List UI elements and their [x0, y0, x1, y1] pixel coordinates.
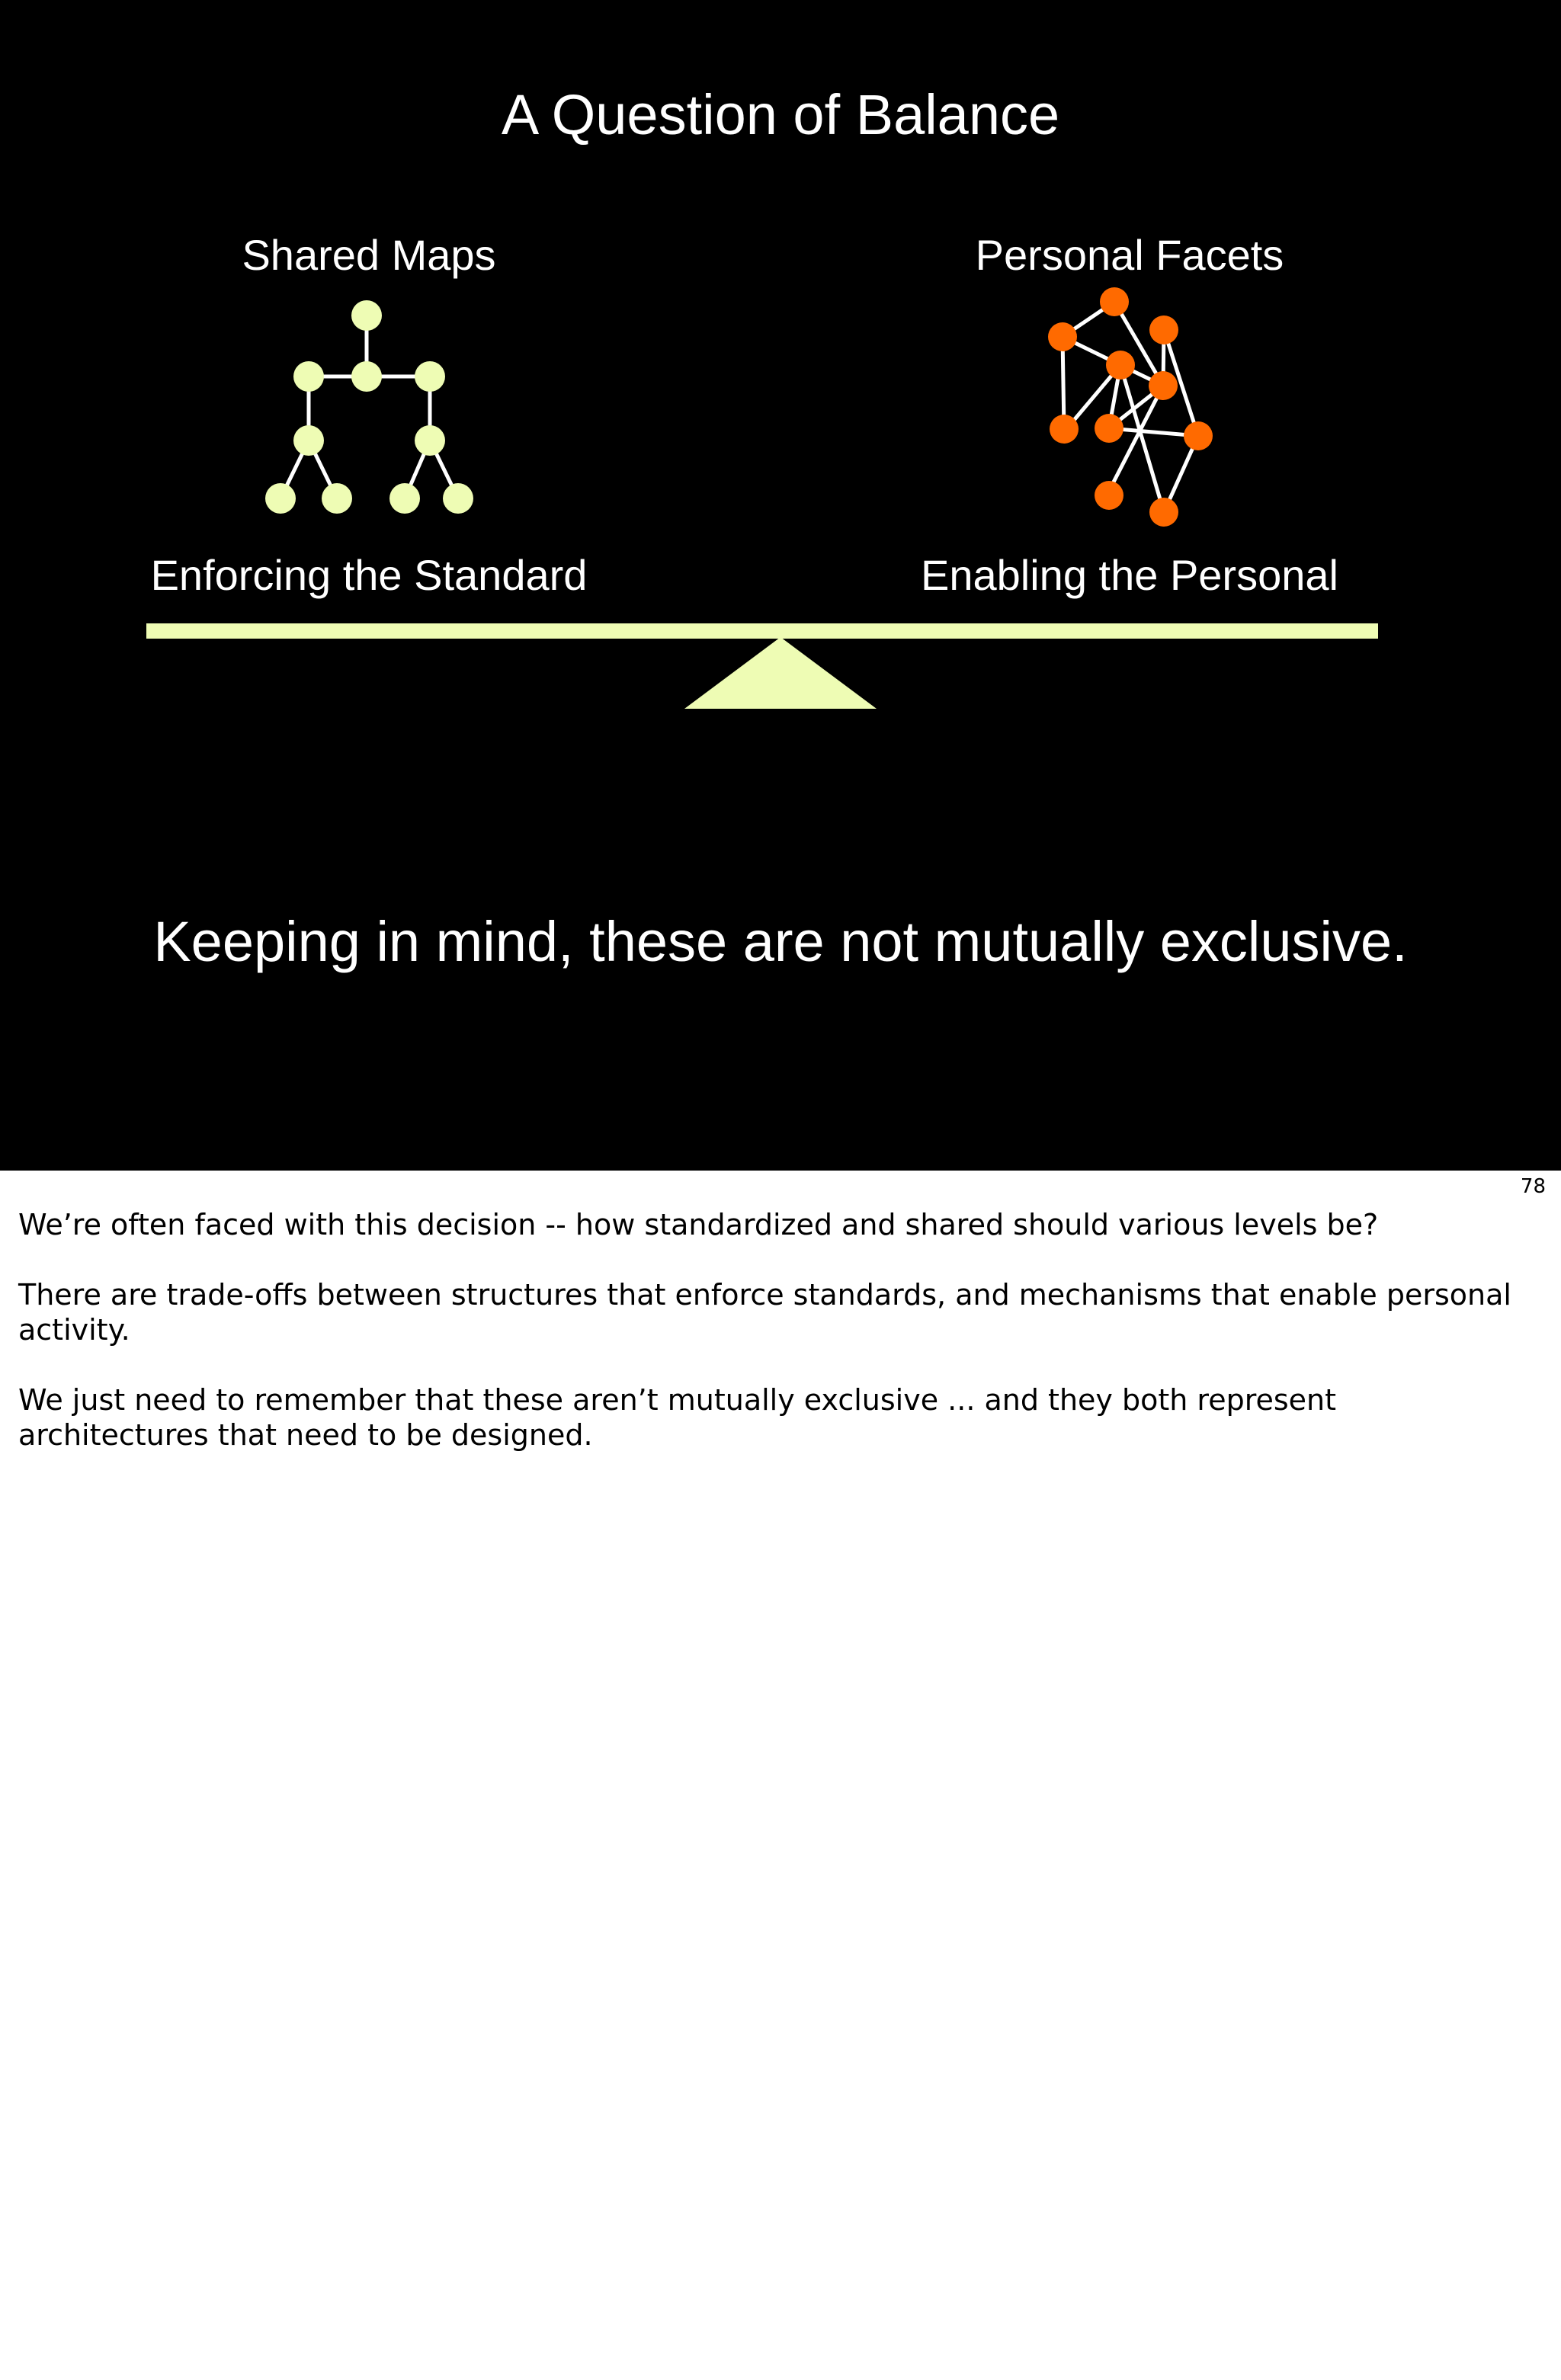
notes-paragraph: We just need to remember that these aren’t mutually exclusive ... and they both represent architectures that need to be designed.: [18, 1383, 1337, 1452]
seesaw-balance-icon: [146, 623, 1378, 709]
enforcing-standard-caption: Enforcing the Standard: [150, 551, 588, 599]
page-number: 78: [1520, 1175, 1546, 1198]
enabling-personal-caption: Enabling the Personal: [921, 551, 1338, 599]
slide: [0, 0, 1561, 1171]
notes-paragraph: We’re often faced with this decision -- how standardized and shared should various levels be?: [18, 1208, 1379, 1241]
shared-maps-heading: Shared Maps: [242, 231, 496, 279]
network-graph-icon: [1048, 287, 1213, 527]
hierarchy-tree-icon: [265, 300, 473, 514]
balance-beam: [146, 623, 1378, 639]
slide-title: A Question of Balance: [501, 83, 1060, 146]
personal-facets-heading: Personal Facets: [975, 231, 1284, 279]
balance-fulcrum: [684, 637, 877, 709]
speaker-notes: [18, 1207, 1527, 1488]
slide-statement: Keeping in mind, these are not mutually exclusive.: [153, 910, 1408, 973]
notes-paragraph: There are trade-offs between structures that enforce standards, and mechanisms that enable personal activity.: [18, 1278, 1511, 1347]
